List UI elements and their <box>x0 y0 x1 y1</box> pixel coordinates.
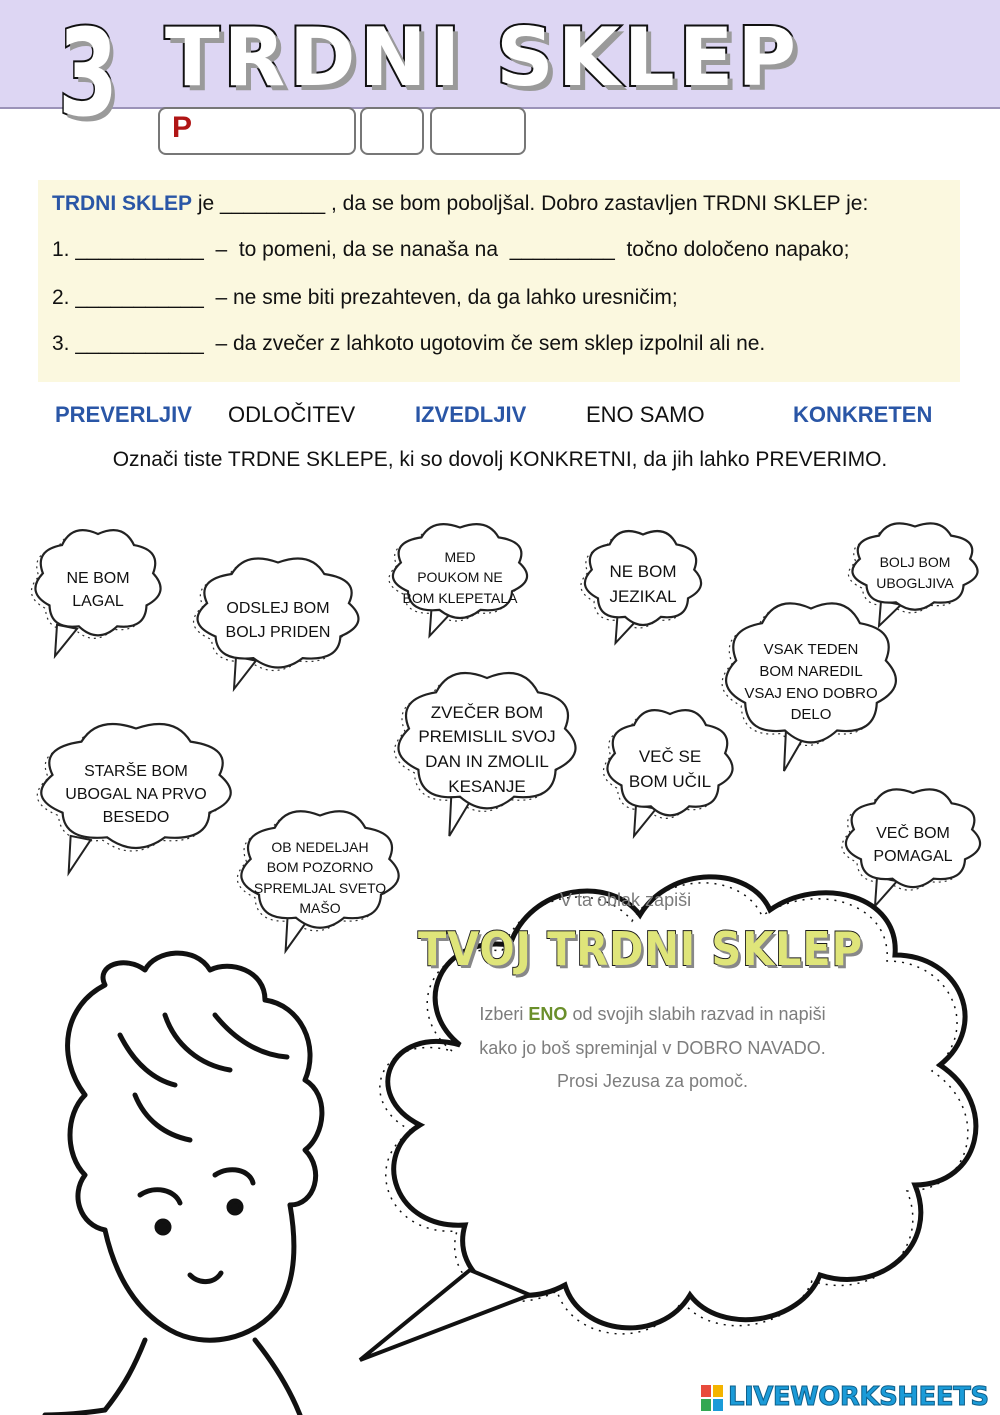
cloud-label: BOLJ BOM UBOGLJIVA <box>876 554 954 591</box>
cloud-label: STARŠE BOM UBOGAL NA PRVO BESEDO <box>65 762 207 827</box>
thought-cloud[interactable] <box>30 712 242 877</box>
answer-box-letter: P <box>172 111 193 144</box>
watermark <box>700 1380 1000 1415</box>
answer-box-2[interactable] <box>360 107 424 155</box>
child-illustration <box>25 945 355 1415</box>
write-instruction-line-3: Prosi Jezusa za pomoč. <box>556 1071 749 1091</box>
cloze-line-3: 3. ___________ – da zvečer z lahkoto ugotovim če sem sklep izpolnil ali ne. <box>52 332 766 355</box>
cloud-label: NE BOM LAGAL <box>66 569 130 610</box>
thought-cloud[interactable] <box>716 590 906 775</box>
thought-cloud[interactable] <box>188 548 368 693</box>
cloud-label: OB NEDELJAH BOM POZORNO SPREMLJAL SVETO MAŠO <box>253 838 387 916</box>
lesson-number: 3 <box>58 5 119 144</box>
thought-cloud[interactable] <box>28 520 168 660</box>
instruction-text: Označi tiste TRDNE SKLEPE, ki so dovolj KONKRETNI, da jih lahko PREVERIMO. <box>112 448 888 471</box>
cloze-intro-text: je _________ , da se bom poboljšal. Dobro zastavljen TRDNI SKLEP je: <box>192 192 869 215</box>
write-instruction-part: Izberi <box>479 1004 529 1024</box>
write-area-title: TVOJ TRDNI SKLEP <box>418 922 863 976</box>
thought-cloud[interactable] <box>388 660 586 840</box>
thought-cloud[interactable] <box>578 522 708 647</box>
write-instruction-line-1 <box>430 1004 875 1025</box>
cloze-lead: TRDNI SKLEP <box>52 192 193 215</box>
word-bank-item[interactable]: ENO SAMO <box>586 402 705 427</box>
word-bank-item[interactable]: ODLOČITEV <box>228 402 356 427</box>
cloud-label: VSAK TEDEN BOM NAREDIL VSAJ ENO DOBRO DELO <box>744 641 878 724</box>
answer-box-3[interactable] <box>430 107 526 155</box>
write-hint: V ta oblak zapiši <box>560 890 692 910</box>
word-bank-item[interactable]: KONKRETEN <box>793 402 933 427</box>
page-title: TRDNI SKLEP <box>165 11 801 104</box>
write-instruction-part: od svojih slabih razvad in napiši <box>567 1004 826 1024</box>
cloud-label: MED POUKOM NE BOM KLEPETALA <box>402 549 518 606</box>
cloze-line-intro <box>52 192 868 216</box>
cloze-panel <box>38 180 960 382</box>
cloud-label: VEČ SE BOM UČIL <box>628 747 712 791</box>
cloud-label: ODSLEJ BOM BOLJ PRIDEN <box>225 600 331 641</box>
thought-cloud[interactable] <box>600 700 740 840</box>
cloud-label: NE BOM JEZIKAL <box>609 561 677 606</box>
thought-cloud[interactable] <box>385 515 535 640</box>
word-bank-item[interactable]: IZVEDLJIV <box>415 402 527 427</box>
word-bank-item[interactable]: PREVERLJIV <box>55 402 192 427</box>
cloze-line-1: 1. ___________ – to pomeni, da se nanaša na _________ točno določeno napako; <box>52 238 850 261</box>
watermark-text: LIVEWORKSHEETS <box>728 1382 989 1412</box>
answer-area[interactable] <box>460 1110 840 1320</box>
write-instruction-line-2: kako jo boš spreminjal v DOBRO NAVADO. <box>479 1038 826 1058</box>
cloze-line-2: 2. ___________ – ne sme biti prezahteven, da ga lahko uresničim; <box>52 286 678 309</box>
answer-box-1[interactable] <box>158 107 356 155</box>
write-instruction-emphasis: ENO <box>528 1004 568 1024</box>
cloud-label: ZVEČER BOM PREMISLIL SVOJ DAN IN ZMOLIL KESANJE <box>418 702 556 796</box>
liveworksheets-logo-icon <box>700 1384 726 1412</box>
cloud-label: VEČ BOM POMAGAL <box>873 824 953 865</box>
